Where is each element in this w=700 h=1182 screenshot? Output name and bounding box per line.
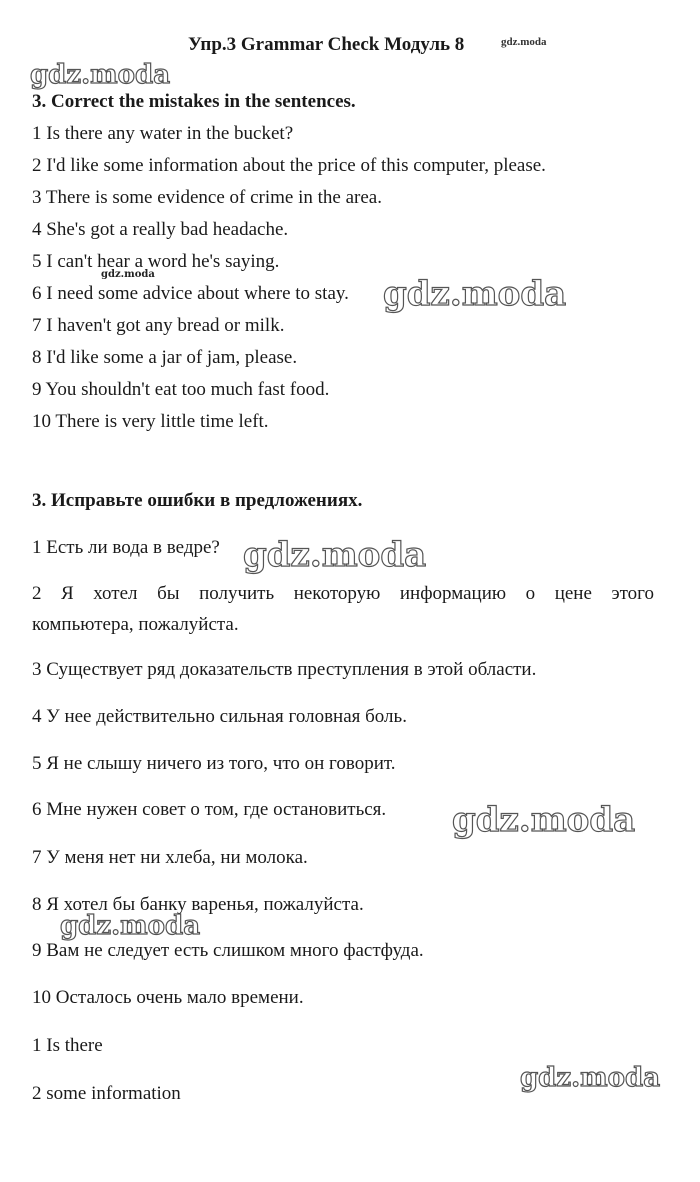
russian-heading: 3. Исправьте ошибки в предложениях. xyxy=(32,490,363,511)
page-title: Упр.3 Grammar Check Модуль 8 xyxy=(188,34,465,55)
russian-item: 6 Мне нужен совет о том, где остановиться. xyxy=(32,799,387,820)
watermark: gdz.moda xyxy=(243,535,427,575)
english-item: 4 She's got a really bad headache. xyxy=(32,219,289,240)
word: этого xyxy=(611,583,654,604)
english-item: 9 You shouldn't eat too much fast food. xyxy=(32,379,330,400)
word: цене xyxy=(554,583,592,604)
word: информацию xyxy=(399,583,507,604)
word: 2 xyxy=(32,583,42,604)
english-item: 8 I'd like some a jar of jam, please. xyxy=(32,347,298,368)
word: бы xyxy=(157,583,180,604)
watermark: gdz.moda xyxy=(383,274,567,314)
english-item: 10 There is very little time left. xyxy=(32,411,269,432)
english-item: 3 There is some evidence of crime in the area. xyxy=(32,187,382,208)
russian-item: 7 У меня нет ни хлеба, ни молока. xyxy=(32,847,308,868)
answer-item: 2 some information xyxy=(32,1083,181,1104)
english-item: 5 I can't hear a word he's saying. xyxy=(32,251,280,272)
watermark: gdz.moda xyxy=(520,1063,661,1093)
russian-item-2-line-1 xyxy=(32,583,654,605)
russian-item: 4 У нее действительно сильная головная боль. xyxy=(32,706,407,727)
english-item: 2 I'd like some information about the price of this computer, please. xyxy=(32,155,546,176)
title-watermark: gdz.moda xyxy=(501,36,547,48)
russian-item: 3 Существует ряд доказательств преступления в этой области. xyxy=(32,659,537,680)
word: Я xyxy=(61,583,74,604)
russian-item: 8 Я хотел бы банку варенья, пожалуйста. xyxy=(32,894,364,915)
russian-item: 1 Есть ли вода в ведре? xyxy=(32,537,220,558)
watermark: gdz.moda xyxy=(30,60,171,90)
english-item: 7 I haven't got any bread or milk. xyxy=(32,315,285,336)
russian-item-2-line-2: компьютера, пожалуйста. xyxy=(32,614,239,635)
word: о xyxy=(525,583,536,604)
english-item: 1 Is there any water in the bucket? xyxy=(32,123,294,144)
russian-item: 10 Осталось очень мало времени. xyxy=(32,987,304,1008)
word: некоторую xyxy=(293,583,381,604)
english-heading: 3. Correct the mistakes in the sentences. xyxy=(32,91,356,112)
english-item: 6 I need some advice about where to stay. xyxy=(32,283,349,304)
watermark: gdz.moda xyxy=(60,911,201,941)
watermark: gdz.moda xyxy=(452,800,636,840)
answer-item: 1 Is there xyxy=(32,1035,103,1056)
word: получить xyxy=(199,583,275,604)
watermark-small: gdz.moda xyxy=(101,269,155,280)
russian-item: 9 Вам не следует есть слишком много фастфуда. xyxy=(32,940,424,961)
word: хотел xyxy=(93,583,138,604)
russian-item: 5 Я не слышу ничего из того, что он говорит. xyxy=(32,753,396,774)
